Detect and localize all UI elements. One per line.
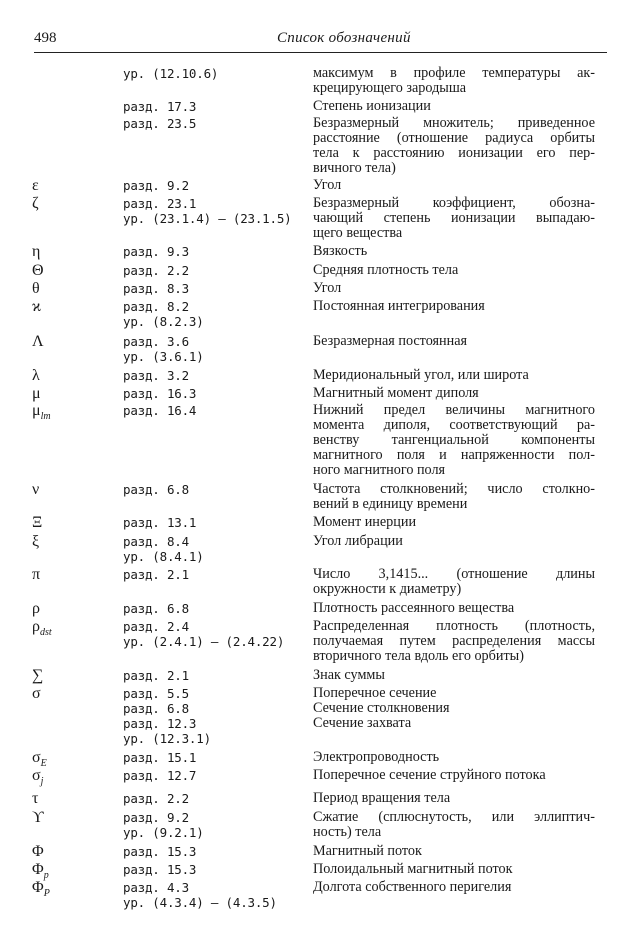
notation-symbol xyxy=(32,386,117,401)
ref-line: разд. 12.3 xyxy=(123,716,197,731)
symbol-subscript: j xyxy=(40,776,44,787)
description-line: Безразмерная постоянная xyxy=(313,333,468,349)
symbol-subscript: dst xyxy=(39,627,52,638)
description-line: щего вещества xyxy=(313,225,403,241)
symbol-glyph: τ xyxy=(32,790,39,807)
notation-symbol xyxy=(32,768,117,785)
ref-line: разд. 23.5 xyxy=(123,116,197,131)
notation-symbol xyxy=(32,515,117,530)
ref-line: разд. 3.2 xyxy=(123,368,189,383)
symbol-glyph: μ xyxy=(32,402,41,419)
notation-symbol xyxy=(32,750,117,767)
ref-line: разд. 15.1 xyxy=(123,750,197,765)
header-rule xyxy=(34,52,607,53)
notation-refs xyxy=(123,862,298,877)
notation-symbol xyxy=(32,534,117,549)
notation-description xyxy=(313,368,595,383)
notation-symbol xyxy=(32,862,117,879)
notation-refs xyxy=(123,880,298,910)
notation-refs xyxy=(123,567,298,582)
symbol-glyph: ζ xyxy=(32,195,39,212)
ref-line: разд. 9.2 xyxy=(123,810,189,825)
ref-line: разд. 2.1 xyxy=(123,567,189,582)
notation-symbol xyxy=(32,403,117,420)
description-line: Постоянная интегрирования xyxy=(313,298,485,314)
description-line: вичного тела) xyxy=(313,160,396,176)
notation-description xyxy=(313,768,595,783)
symbol-glyph: ϒ xyxy=(32,809,44,826)
symbol-subscript: E xyxy=(40,758,47,769)
ref-line: разд. 9.3 xyxy=(123,244,189,259)
description-line: Момент инерции xyxy=(313,514,417,530)
notation-refs xyxy=(123,482,298,497)
symbol-glyph: ρ xyxy=(32,618,40,635)
notation-description xyxy=(313,482,595,512)
notation-symbol xyxy=(32,368,117,383)
notation-symbol xyxy=(32,334,117,349)
description-line: Угол либрации xyxy=(313,533,403,549)
notation-description xyxy=(313,750,595,765)
symbol-glyph: π xyxy=(32,566,41,583)
notation-refs xyxy=(123,178,298,193)
ref-line: ур. (12.10.6) xyxy=(123,66,219,81)
page-header xyxy=(34,30,607,52)
symbol-glyph: σ xyxy=(32,685,41,702)
description-line: Период вращения тела xyxy=(313,790,451,806)
notation-refs xyxy=(123,99,298,114)
notation-refs xyxy=(123,116,298,131)
notation-description xyxy=(313,299,595,314)
ref-line: разд. 8.3 xyxy=(123,281,189,296)
notation-description xyxy=(313,601,595,616)
description-line: Долгота собственного перигелия xyxy=(313,879,512,895)
notation-refs xyxy=(123,299,298,329)
ref-line: разд. 12.7 xyxy=(123,768,197,783)
ref-line: разд. 23.1 xyxy=(123,196,197,211)
notation-symbol xyxy=(32,668,117,683)
symbol-glyph: η xyxy=(32,243,41,260)
description-line: получаемая путем распределения массы xyxy=(313,633,595,649)
notation-description xyxy=(313,686,595,731)
notation-description xyxy=(313,116,595,176)
notation-symbol xyxy=(32,178,117,193)
description-line: окружности к диаметру) xyxy=(313,581,462,597)
notation-refs xyxy=(123,534,298,564)
symbol-glyph: Θ xyxy=(32,262,44,279)
notation-description xyxy=(313,844,595,859)
notation-description xyxy=(313,99,595,114)
description-line: Сечение столкновения xyxy=(313,700,450,716)
ref-line: разд. 2.2 xyxy=(123,263,189,278)
description-line: Магнитный момент диполя xyxy=(313,385,479,401)
ref-line: разд. 2.1 xyxy=(123,668,189,683)
notation-symbol xyxy=(32,601,117,616)
ref-line: разд. 4.3 xyxy=(123,880,189,895)
ref-line: разд. 15.3 xyxy=(123,862,197,877)
page-title: Список обозначений xyxy=(277,30,411,46)
description-line: венству тангенциальной компоненты xyxy=(313,432,595,448)
notation-symbol xyxy=(32,880,117,897)
page-number: 498 xyxy=(34,30,57,46)
ref-line: разд. 6.8 xyxy=(123,482,189,497)
ref-line: разд. 2.4 xyxy=(123,619,189,634)
description-line: Нижний предел величины магнитного xyxy=(313,402,595,418)
notation-description xyxy=(313,281,595,296)
notation-refs xyxy=(123,244,298,259)
symbol-glyph: λ xyxy=(32,367,40,384)
notation-symbol xyxy=(32,263,117,278)
description-line: Поперечное сечение xyxy=(313,685,437,701)
notation-description xyxy=(313,403,595,478)
notation-refs xyxy=(123,768,298,783)
notation-refs xyxy=(123,196,298,226)
description-line: тела к расстоянию ионизации его пер- xyxy=(313,145,595,161)
notation-symbol xyxy=(32,567,117,582)
description-line: Меридиональный угол, или широта xyxy=(313,367,529,383)
description-line: Средняя плотность тела xyxy=(313,262,459,278)
ref-line: ур. (8.4.1) xyxy=(123,549,204,564)
description-line: Поперечное сечение струйного потока xyxy=(313,767,546,783)
notation-refs xyxy=(123,281,298,296)
description-line: Безразмерный множитель; приведенное xyxy=(313,115,595,131)
symbol-glyph: ∑ xyxy=(32,667,44,684)
notation-symbol xyxy=(32,482,117,497)
notation-refs xyxy=(123,810,298,840)
ref-line: разд. 13.1 xyxy=(123,515,197,530)
description-line: ного магнитного поля xyxy=(313,462,446,478)
notation-refs xyxy=(123,686,298,746)
notation-refs xyxy=(123,386,298,401)
notation-refs xyxy=(123,515,298,530)
ref-line: разд. 6.8 xyxy=(123,601,189,616)
symbol-glyph: ξ xyxy=(32,533,40,550)
notation-symbol xyxy=(32,196,117,211)
description-line: Полоидальный магнитный поток xyxy=(313,861,513,877)
symbol-subscript: p xyxy=(43,870,49,881)
notation-symbol xyxy=(32,791,117,806)
ref-line: ур. (23.1.4) — (23.1.5) xyxy=(123,211,292,226)
notation-description xyxy=(313,668,595,683)
symbol-glyph: μ xyxy=(32,385,41,402)
notation-symbol xyxy=(32,281,117,296)
description-line: Степень ионизации xyxy=(313,98,431,114)
notation-description xyxy=(313,178,595,193)
notation-refs xyxy=(123,601,298,616)
ref-line: разд. 8.2 xyxy=(123,299,189,314)
description-line: чающий степень ионизации выпадаю- xyxy=(313,210,595,226)
notation-symbol xyxy=(32,244,117,259)
description-line: Безразмерный коэффициент, обозна- xyxy=(313,195,595,211)
notation-description xyxy=(313,66,595,96)
symbol-glyph: θ xyxy=(32,280,40,297)
notation-symbol xyxy=(32,686,117,701)
notation-symbol xyxy=(32,810,117,825)
description-line: Угол xyxy=(313,177,342,193)
notation-description xyxy=(313,196,595,241)
notation-refs xyxy=(123,403,298,418)
ref-line: ур. (12.3.1) xyxy=(123,731,211,746)
symbol-glyph: ν xyxy=(32,481,40,498)
notation-description xyxy=(313,810,595,840)
ref-line: разд. 16.4 xyxy=(123,403,197,418)
symbol-glyph: Φ xyxy=(32,843,44,860)
ref-line: разд. 2.2 xyxy=(123,791,189,806)
notation-refs xyxy=(123,668,298,683)
description-line: Вязкость xyxy=(313,243,368,259)
description-line: Сжатие (сплюснутость, или эллиптич- xyxy=(313,809,595,825)
symbol-glyph: Ξ xyxy=(32,514,43,531)
notation-refs xyxy=(123,263,298,278)
description-line: расстояние (отношение радиуса орбиты xyxy=(313,130,595,146)
ref-line: разд. 5.5 xyxy=(123,686,189,701)
notation-description xyxy=(313,515,595,530)
description-line: Частота столкновений; число столкно- xyxy=(313,481,595,497)
description-line: вторичного тела вдоль его орбиты) xyxy=(313,648,524,664)
ref-line: ур. (4.3.4) — (4.3.5) xyxy=(123,895,277,910)
ref-line: ур. (9.2.1) xyxy=(123,825,204,840)
symbol-glyph: Φ xyxy=(32,879,44,896)
notation-description xyxy=(313,244,595,259)
symbol-glyph: ε xyxy=(32,177,39,194)
description-line: Магнитный поток xyxy=(313,843,422,859)
description-line: Плотность рассеянного вещества xyxy=(313,600,515,616)
notation-description xyxy=(313,619,595,664)
description-line: момента диполя, соответствующий ра- xyxy=(313,417,595,433)
description-line: Число 3,1415... (отношение длины xyxy=(313,566,595,582)
symbol-glyph: Λ xyxy=(32,333,44,350)
symbol-glyph: ρ xyxy=(32,600,40,617)
symbol-glyph: Φ xyxy=(32,861,44,878)
symbol-glyph: ϰ xyxy=(32,298,41,315)
ref-line: ур. (2.4.1) — (2.4.22) xyxy=(123,634,285,649)
description-line: магнитного поля и напряженности пол- xyxy=(313,447,595,463)
notation-description xyxy=(313,567,595,597)
notation-description xyxy=(313,880,595,895)
notation-symbol xyxy=(32,619,117,636)
ref-line: разд. 6.8 xyxy=(123,701,189,716)
description-line: вений в единицу времени xyxy=(313,496,468,512)
ref-line: разд. 16.3 xyxy=(123,386,197,401)
notation-refs xyxy=(123,619,298,649)
description-line: Распределенная плотность (плотность, xyxy=(313,618,595,634)
ref-line: разд. 3.6 xyxy=(123,334,189,349)
ref-line: разд. 8.4 xyxy=(123,534,189,549)
notation-description xyxy=(313,263,595,278)
ref-line: разд. 9.2 xyxy=(123,178,189,193)
notation-description xyxy=(313,534,595,549)
description-line: максимум в профиле температуры ак- xyxy=(313,65,595,81)
description-line: ность) тела xyxy=(313,824,382,840)
notation-refs xyxy=(123,66,298,81)
description-line: Сечение захвата xyxy=(313,715,412,731)
description-line: Знак суммы xyxy=(313,667,385,683)
notation-refs xyxy=(123,334,298,364)
symbol-subscript: lm xyxy=(40,411,51,422)
description-line: крецирующего зародыша xyxy=(313,80,467,96)
ref-line: ур. (8.2.3) xyxy=(123,314,204,329)
ref-line: разд. 17.3 xyxy=(123,99,197,114)
notation-refs xyxy=(123,844,298,859)
symbol-glyph: σ xyxy=(32,749,41,766)
symbol-subscript: P xyxy=(43,888,50,899)
notation-refs xyxy=(123,791,298,806)
symbol-glyph: σ xyxy=(32,767,41,784)
notation-description xyxy=(313,334,595,349)
notation-description xyxy=(313,791,595,806)
notation-refs xyxy=(123,368,298,383)
description-line: Угол xyxy=(313,280,342,296)
notation-symbol xyxy=(32,844,117,859)
ref-line: ур. (3.6.1) xyxy=(123,349,204,364)
notation-description xyxy=(313,386,595,401)
notation-refs xyxy=(123,750,298,765)
notation-symbol xyxy=(32,299,117,314)
description-line: Электропроводность xyxy=(313,749,440,765)
notation-description xyxy=(313,862,595,877)
ref-line: разд. 15.3 xyxy=(123,844,197,859)
